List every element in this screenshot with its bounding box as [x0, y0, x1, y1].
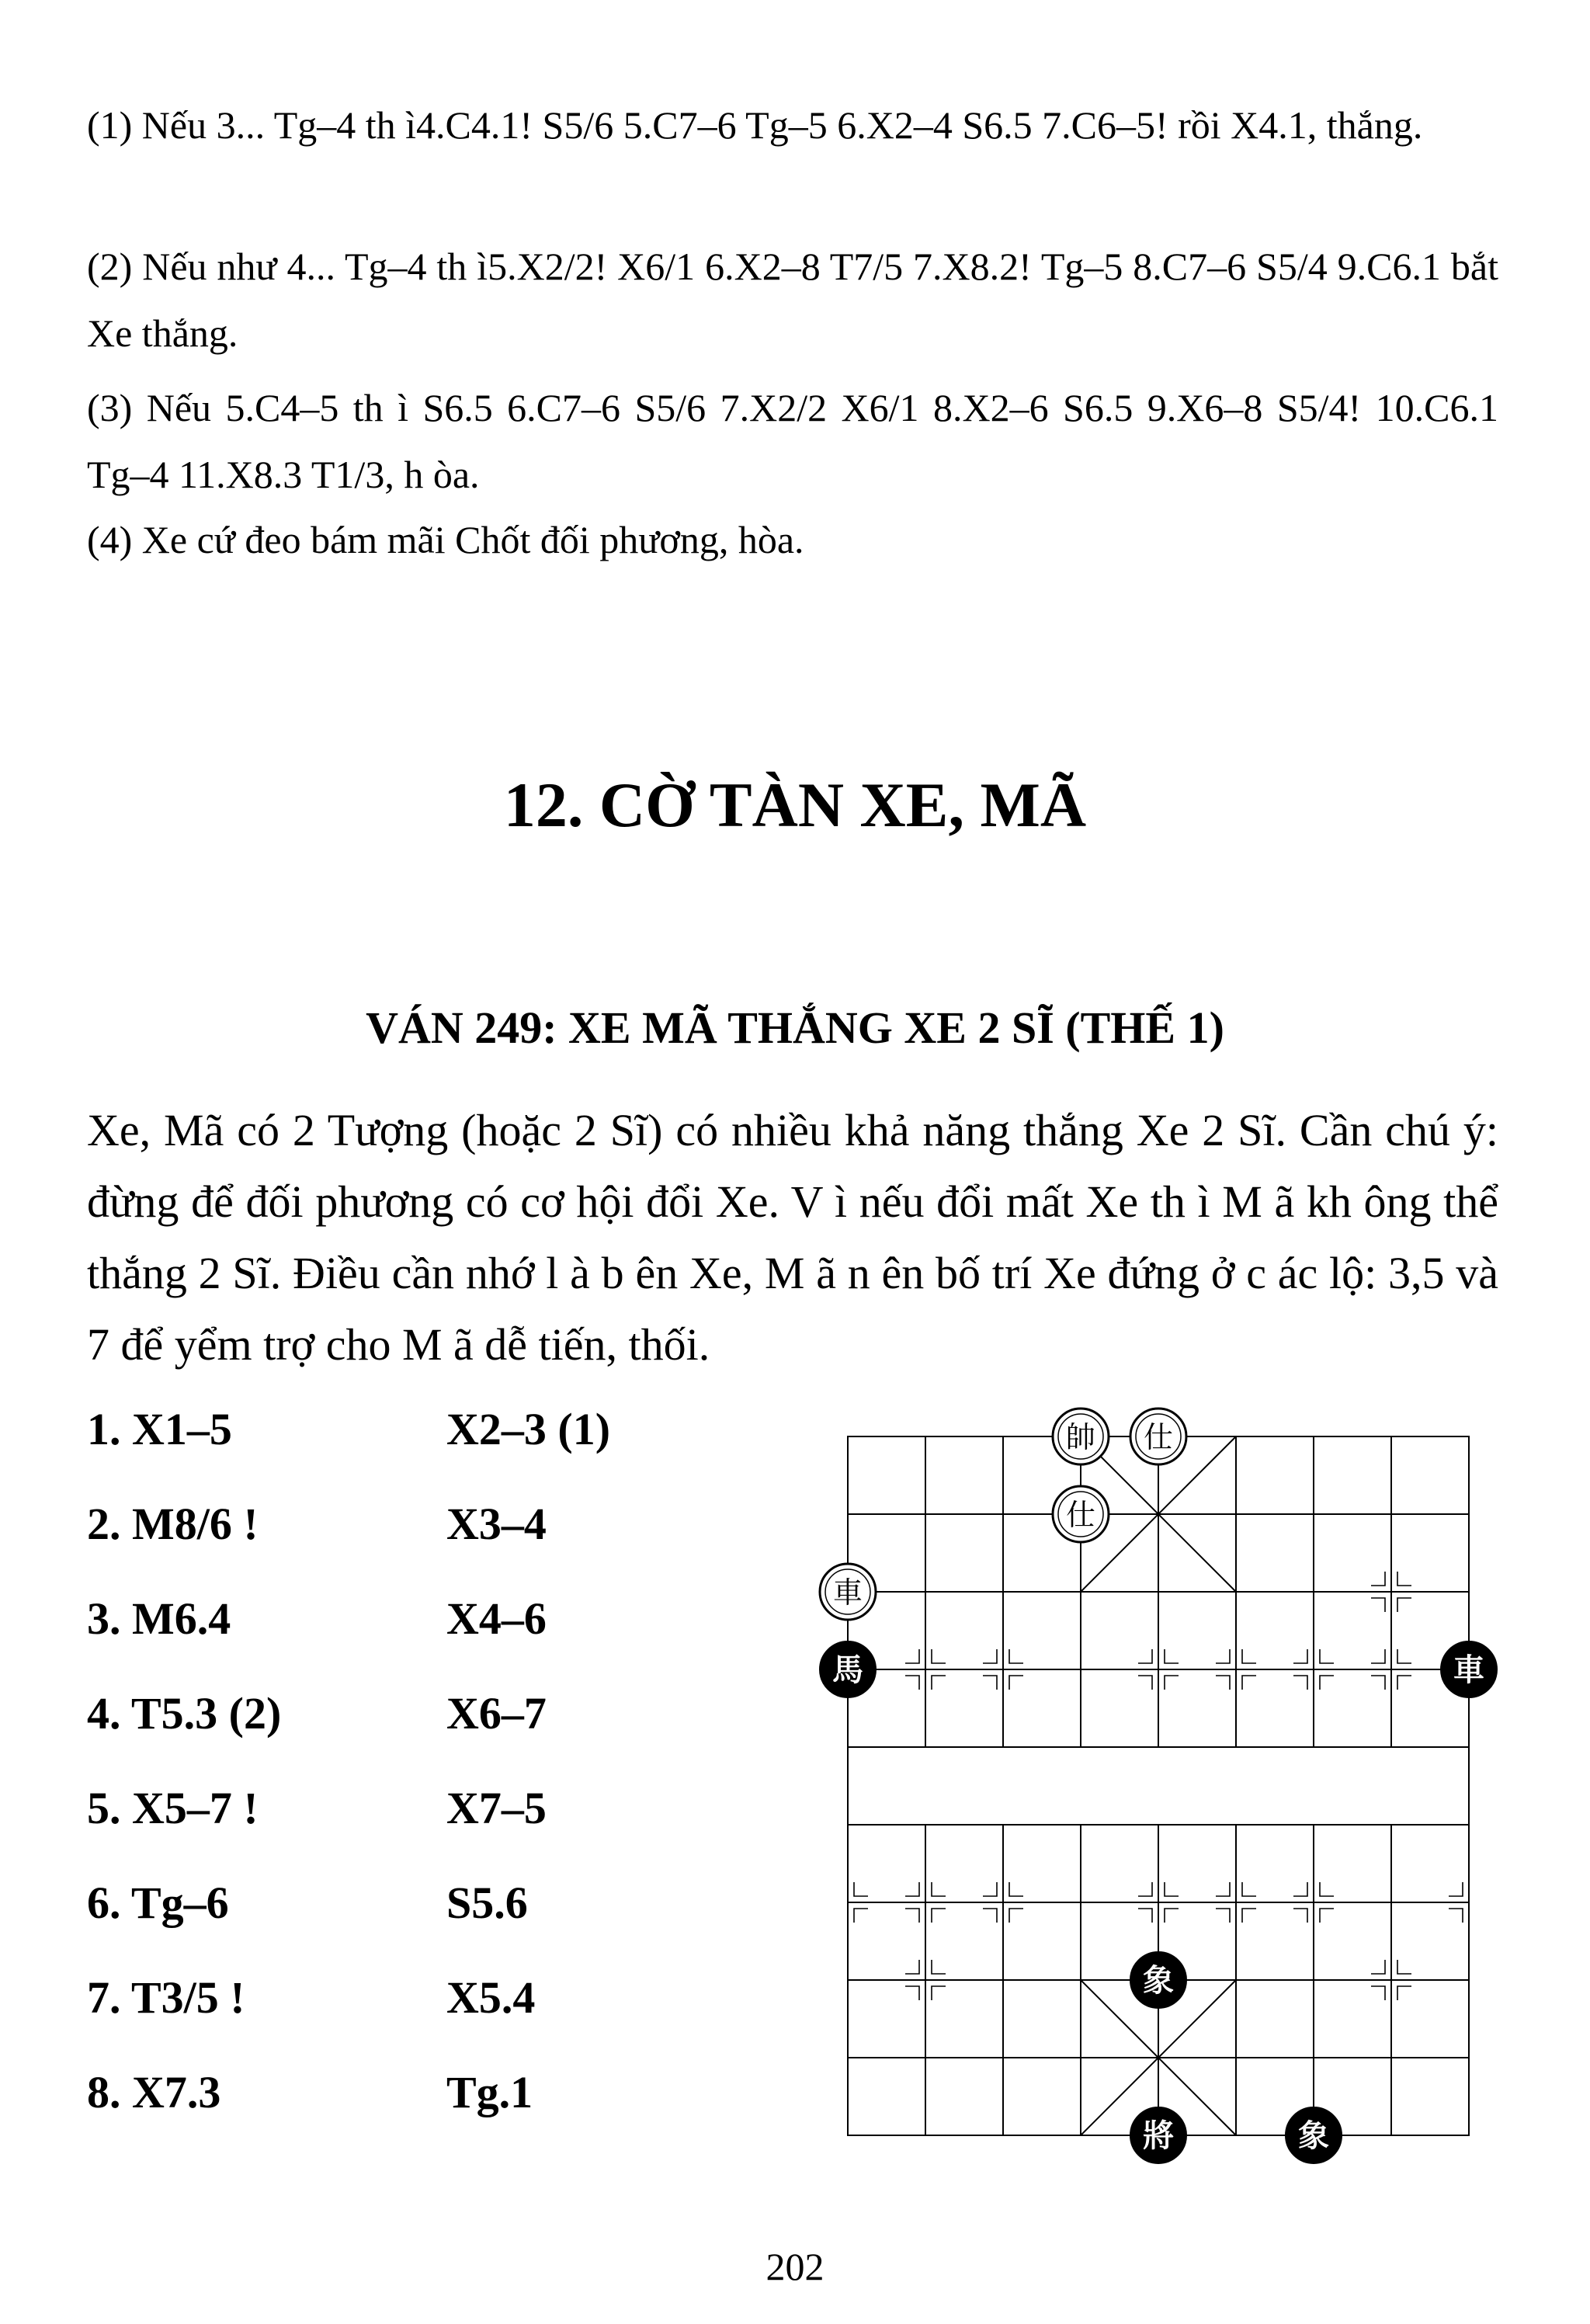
- position-marker: [1397, 1572, 1411, 1586]
- position-marker: [1216, 1882, 1230, 1896]
- note-3: (3) Nếu 5.C4–5 th ì S6.5 6.C7–6 S5/6 7.X2/2 X6/1 8.X2–6 S6.5 9.X6–8 S5/4! 10.C6.1 Tg–4 11.X8.3 T1/3, h òa.: [87, 386, 1498, 496]
- move-8-white: 8. X7.3: [87, 2067, 221, 2117]
- move-4-white: 4. T5.3 (2): [87, 1688, 282, 1739]
- position-marker: [1242, 1882, 1256, 1896]
- note-1: (1) Nếu 3... Tg–4 th ì4.C4.1! S5/6 5.C7–6 Tg–5 6.X2–4 S6.5 7.C6–5! rồi X4.1, thắng.: [87, 103, 1423, 147]
- position-marker: [1009, 1676, 1023, 1690]
- page-number: 202: [765, 2245, 825, 2288]
- move-4-black: X6–7: [446, 1688, 547, 1739]
- move-1-black: X2–3 (1): [446, 1404, 611, 1454]
- position-marker: [1242, 1676, 1256, 1690]
- move-8-black: Tg.1: [446, 2067, 533, 2117]
- move-3-white: 3. M6.4: [87, 1593, 231, 1644]
- position-marker: [1320, 1649, 1334, 1663]
- position-marker: [1397, 1676, 1411, 1690]
- note-2: (2) Nếu như 4... Tg–4 th ì5.X2/2! X6/1 6.X2–8 T7/5 7.X8.2! Tg–5 8.C7–6 S5/4 9.C6.1 bắt Xe thắng.: [87, 245, 1498, 355]
- chapter-title: 12. CỜ TÀN XE, MÃ: [503, 769, 1087, 840]
- position-marker: [1371, 1960, 1385, 1974]
- position-marker: [1009, 1649, 1023, 1663]
- position-marker: [905, 1649, 919, 1663]
- position-marker: [1449, 1909, 1463, 1923]
- note-4: (4) Xe cứ đeo bám mãi Chốt đối phương, hòa.: [87, 518, 804, 561]
- position-marker: [1293, 1676, 1307, 1690]
- position-marker: [1293, 1909, 1307, 1923]
- move-6-black: S5.6: [446, 1878, 528, 1928]
- move-2-black: X3–4: [446, 1499, 547, 1549]
- red-chariot-piece-glyph: 車: [832, 1575, 863, 1610]
- move-3-black: X4–6: [446, 1593, 547, 1644]
- position-marker: [983, 1882, 997, 1896]
- position-marker: [1138, 1882, 1152, 1896]
- red-general-piece-glyph: 帥: [1065, 1420, 1096, 1454]
- position-marker: [983, 1649, 997, 1663]
- xiangqi-board-diagram: [832, 1390, 1484, 2174]
- game-title: VÁN 249: XE MÃ THẮNG XE 2 SĨ (THẾ 1): [366, 1002, 1224, 1053]
- position-marker: [932, 1882, 946, 1896]
- position-marker: [1397, 1649, 1411, 1663]
- position-marker: [905, 1909, 919, 1923]
- move-5-black: X7–5: [446, 1783, 547, 1833]
- position-marker: [905, 1960, 919, 1974]
- position-marker: [1397, 1960, 1411, 1974]
- position-marker: [854, 1909, 868, 1923]
- black-general-piece-glyph: 將: [1143, 2118, 1174, 2154]
- black-chariot-piece-glyph: 車: [1453, 1652, 1484, 1688]
- position-marker: [1009, 1909, 1023, 1923]
- move-6-white: 6. Tg–6: [87, 1878, 229, 1928]
- position-marker: [1138, 1649, 1152, 1663]
- position-marker: [932, 1649, 946, 1663]
- position-marker: [932, 1986, 946, 2000]
- position-marker: [1397, 1598, 1411, 1612]
- position-marker: [1242, 1909, 1256, 1923]
- position-marker: [932, 1676, 946, 1690]
- position-marker: [1397, 1986, 1411, 2000]
- position-marker: [1216, 1676, 1230, 1690]
- position-marker: [1293, 1649, 1307, 1663]
- move-7-black: X5.4: [446, 1972, 536, 2023]
- position-marker: [1371, 1986, 1385, 2000]
- move-7-white: 7. T3/5 !: [87, 1972, 245, 2023]
- position-marker: [1449, 1882, 1463, 1896]
- position-marker: [932, 1909, 946, 1923]
- position-marker: [1216, 1649, 1230, 1663]
- position-marker: [1216, 1909, 1230, 1923]
- position-marker: [1371, 1676, 1385, 1690]
- black-elephant-piece-glyph: 象: [1298, 2118, 1329, 2154]
- black-horse-piece-glyph: 馬: [832, 1652, 863, 1688]
- position-marker: [1165, 1649, 1179, 1663]
- position-marker: [1320, 1676, 1334, 1690]
- position-marker: [983, 1676, 997, 1690]
- position-marker: [1371, 1649, 1385, 1663]
- position-marker: [983, 1909, 997, 1923]
- position-marker: [1138, 1909, 1152, 1923]
- position-marker: [1320, 1882, 1334, 1896]
- position-marker: [1371, 1572, 1385, 1586]
- position-marker: [905, 1986, 919, 2000]
- move-1-white: 1. X1–5: [87, 1404, 232, 1454]
- position-marker: [1009, 1882, 1023, 1896]
- black-elephant-piece-glyph: 象: [1143, 1963, 1174, 1999]
- position-marker: [1293, 1882, 1307, 1896]
- position-marker: [1138, 1676, 1152, 1690]
- position-marker: [1165, 1676, 1179, 1690]
- move-2-white: 2. M8/6 !: [87, 1499, 259, 1549]
- position-marker: [905, 1676, 919, 1690]
- position-marker: [1165, 1882, 1179, 1896]
- intro-paragraph: Xe, Mã có 2 Tượng (hoặc 2 Sĩ) có nhiều khả năng thắng Xe 2 Sĩ. Cần chú ý: đừng để đối phương có cơ hội đổi Xe. V ì nếu đổi mất Xe th ì M ã kh ông thể thắng 2 Sĩ. Điều cần nhớ l à b ên Xe, M ã n ên bố trí Xe đứng ở c ác lộ: 3,5 và 7 để yểm trợ cho M ã dễ tiến, thối.: [87, 1105, 1498, 1370]
- position-marker: [1371, 1598, 1385, 1612]
- position-marker: [1320, 1909, 1334, 1923]
- position-marker: [905, 1882, 919, 1896]
- position-marker: [1242, 1649, 1256, 1663]
- red-advisor-piece-glyph: 仕: [1143, 1420, 1174, 1454]
- position-marker: [932, 1960, 946, 1974]
- position-marker: [854, 1882, 868, 1896]
- position-marker: [1165, 1909, 1179, 1923]
- move-5-white: 5. X5–7 !: [87, 1783, 259, 1833]
- red-advisor-piece-glyph: 仕: [1065, 1498, 1096, 1532]
